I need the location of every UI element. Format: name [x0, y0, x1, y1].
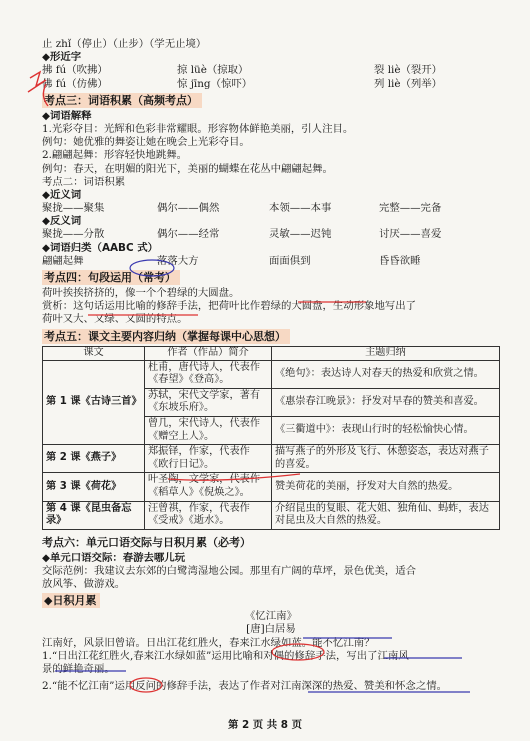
table-row [43, 501, 500, 529]
document-page [42, 38, 500, 693]
jinyi-row [42, 202, 500, 215]
table-header: 作者（作品）简介 [145, 346, 272, 360]
kouyu-line: 放风筝、做游戏。 [42, 578, 126, 591]
xingjin-cell: 列 liè（列举） [374, 77, 443, 90]
text-line: 考点二：词语积累 [42, 175, 126, 188]
poem-text: 江南好，风景旧曾谙。日出江花红胜火，春来江水绿如蓝。能不忆江南？ [42, 636, 375, 649]
xingjin-cell: 掠 lüè（掠取） [177, 64, 249, 77]
xingjin-cell: 裂 liè（裂开） [374, 64, 443, 77]
author-cell: 叶圣陶，文学家，代表作《稻草人》《倪焕之》。 [145, 473, 272, 501]
jinyi-cell: 聚拢——聚集 [42, 202, 105, 215]
table-header: 课文 [43, 346, 145, 360]
table-row [43, 473, 500, 501]
sentence-line: 荷叶挨挨挤挤的，像一个个碧绿的大圆盘。 [42, 287, 240, 299]
xingjin-row-1 [42, 64, 500, 77]
xingjin-cell: 拂 fú（吹拂） [42, 64, 108, 77]
kouyu-label: ◆单元口语交际：春游去哪儿玩 [42, 551, 186, 564]
xingjin-row-2 [42, 78, 500, 91]
lesson-cell: 第 1 课《古诗三首》 [43, 360, 145, 445]
jinyi-label: ◆近义词 [42, 188, 82, 201]
theme-cell: 赞美荷花的美丽，抒发对大自然的热爱。 [272, 473, 500, 501]
section5-title: 考点五：课文主要内容归纳（掌握每课中心思想） [42, 329, 290, 344]
jinyi-cell: 本领——本事 [269, 202, 332, 215]
lesson-cell: 第 4 课《昆虫备忘录》 [43, 501, 145, 529]
theme-cell: 《三衢道中》：表现山行时的轻松愉快心情。 [272, 416, 500, 444]
poem-author: [唐]白居易 [246, 623, 296, 636]
page-footer: 第 2 页 共 8 页 [227, 719, 303, 731]
xingjin-cell: 惊 jīng（惊吓） [177, 77, 253, 90]
fanyi-cell: 偶尔——经常 [157, 228, 220, 241]
theme-cell: 描写燕子的外形及飞行、休憩姿态，表达对燕子的喜爱。 [272, 445, 500, 473]
fanyi-cell: 灵敏——迟钝 [269, 228, 332, 241]
theme-cell: 《惠崇春江晚景》：抒发对早春的赞美和喜爱。 [272, 388, 500, 416]
author-cell: 杜甫，唐代诗人，代表作《春望》《登高》。 [145, 360, 272, 388]
xingjin-cell: 佛 fú（仿佛） [42, 77, 108, 90]
author-cell: 曾几，宋代诗人，代表作《赠空上人》。 [145, 416, 272, 444]
section3-title: 考点三：词语积累（高频考点） [42, 93, 202, 108]
note-line: 2.“能不忆江南”运用反问的修辞手法，表达了作者对江南深深的热爱、赞美和怀念之情。 [42, 680, 447, 693]
guilei-label: ◆词语归类（AABC 式） [42, 241, 158, 254]
author-cell: 郑振铎，作家，代表作《欧行日记》。 [145, 445, 272, 473]
section4-title: 考点四：句段运用（常考） [42, 270, 180, 285]
summary-table [42, 346, 500, 530]
text-line: 例句：她优雅的舞姿让她在晚会上光彩夺目。 [42, 136, 250, 149]
table-header-row [43, 346, 500, 360]
jinyi-cell: 完整——完备 [379, 202, 442, 215]
zhi-line: 止 zhǐ（停止）（止步）（学无止境） [42, 38, 207, 50]
table-row [43, 445, 500, 473]
guilei-cell: 昏昏欲睡 [379, 254, 421, 267]
author-cell: 汪曾祺，作家，代表作《受戒》《逝水》。 [145, 501, 272, 529]
rijiyuelei-label: ◆日积月累 [42, 593, 100, 608]
guilei-row [42, 255, 500, 268]
fanyi-label: ◆反义词 [42, 215, 82, 228]
guilei-cell: 翩翩起舞 [42, 254, 84, 267]
fanyi-cell: 聚拢——分散 [42, 228, 105, 241]
text-line: 1.光彩夺目：光辉和色彩非常耀眼。形容物体鲜艳美丽，引人注目。 [42, 122, 354, 135]
lesson-cell: 第 3 课《荷花》 [43, 473, 145, 501]
xingjin-label: ◆形近字 [42, 51, 82, 64]
fanyi-row [42, 228, 500, 241]
note-line: 景的鲜艳奇丽。 [42, 663, 115, 675]
text-line: 例句：春天，在明媚的阳光下，美丽的蝴蝶在花丛中翩翩起舞。 [42, 162, 333, 175]
theme-cell: 《绝句》：表达诗人对春天的热爱和欣赏之情。 [272, 360, 500, 388]
table-row [43, 360, 500, 388]
appreciation-line: 赏析：这句话运用比喻的修辞手法，把荷叶比作碧绿的大圆盘，生动形象地写出了 [42, 300, 417, 313]
note-line: 1.“日出江花红胜火,春来江水绿如蓝”运用比喻和对偶的修辞手法，写出了江南风 [42, 649, 409, 662]
section6-title: 考点六：单元口语交际与日积月累（必考） [42, 535, 251, 549]
guilei-cell: 面面俱到 [269, 254, 311, 267]
lesson-cell: 第 2 课《燕子》 [43, 445, 145, 473]
fanyi-cell: 讨厌——喜爱 [379, 228, 442, 241]
theme-cell: 介绍昆虫的复眼、花大姐、独角仙、蚂蚱，表达对昆虫及大自然的热爱。 [272, 501, 500, 529]
guilei-cell: 落落大方 [157, 254, 199, 267]
poem-title: 《忆江南》 [245, 610, 297, 623]
table-header: 主题归纳 [272, 346, 500, 360]
ciyu-jieshi-label: ◆词语解释 [42, 109, 92, 122]
text-line: 2.翩翩起舞：形容轻快地跳舞。 [42, 149, 187, 162]
kouyu-line: 交际范例：我建议去东郊的白鹭湾湿地公园。那里有广阔的草坪，景色优美，适合 [42, 564, 417, 577]
jinyi-cell: 偶尔——偶然 [157, 202, 220, 215]
appreciation-line: 荷叶又大、又绿、又圆的特点。 [42, 313, 188, 326]
author-cell: 苏轼，宋代文学家，著有《东坡乐府》。 [145, 388, 272, 416]
